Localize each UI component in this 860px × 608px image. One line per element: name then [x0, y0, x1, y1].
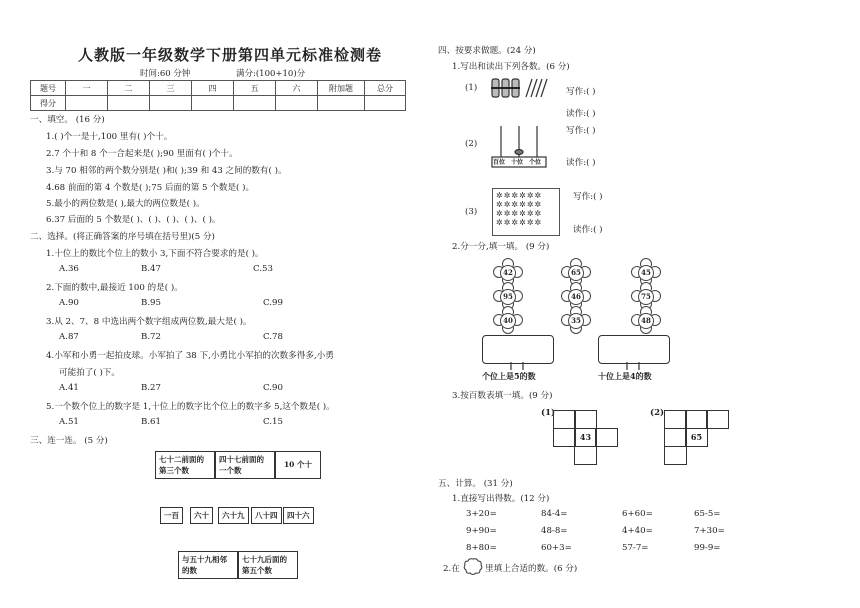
flower-value: 45: [638, 265, 654, 281]
abacus-tens-label: 十位: [511, 159, 524, 166]
score-cell: 题号: [31, 81, 66, 96]
match-card-top[interactable]: 四十七前面的一个数: [215, 451, 275, 479]
chart-cell-blank[interactable]: [706, 410, 729, 429]
flower-number: [564, 309, 586, 331]
sort-label-ones-5: 个位上是5的数: [482, 371, 536, 381]
chart-cell-blank[interactable]: [574, 446, 597, 465]
read-blank[interactable]: 读作:( ): [566, 158, 596, 168]
flower-number: [496, 285, 518, 307]
match-card-middle[interactable]: 六十: [190, 507, 213, 524]
star-grid-icon: ✲✲✲✲✲✲ ✲✲✲✲✲✲ ✲✲✲✲✲✲ ✲✲✲✲✲✲: [492, 188, 560, 236]
score-table-score-row: [31, 96, 406, 111]
choice-option: A.36: [59, 264, 79, 274]
choice-option: A.41: [59, 383, 79, 393]
flower-number: [634, 261, 656, 283]
abacus-ones-label: 个位: [529, 159, 542, 166]
choice-question-cont: 可能拍了( )下。: [59, 368, 120, 378]
score-cell: 二: [108, 81, 150, 96]
flower-value: 95: [500, 289, 516, 305]
choice-question: 3.从 2、7、8 中选出两个数字组成两位数,最大是( )。: [46, 317, 252, 327]
chart-cell-value: 65: [685, 428, 708, 447]
box-stand-icon: [506, 362, 528, 370]
item-number: (1): [541, 408, 556, 418]
flower-value: 35: [568, 313, 584, 329]
section-3-heading: 三、连一连。 (5 分): [30, 436, 108, 446]
choice-question: 2.下面的数中,最接近 100 的是( )。: [46, 283, 183, 293]
choice-question: 5.一个数个位上的数字是 1,十位上的数字比个位上的数字多 5,这个数是( )。: [46, 402, 335, 412]
score-cell: 五: [234, 81, 276, 96]
score-input-cell[interactable]: [276, 96, 318, 111]
flower-value: 42: [500, 265, 516, 281]
part-5-2-heading-start: 2.在: [443, 564, 460, 574]
score-input-cell[interactable]: [365, 96, 406, 111]
choice-option: C.15: [263, 417, 283, 427]
score-cell: 总分: [365, 81, 406, 96]
calc-item[interactable]: 57-7=: [622, 543, 649, 553]
page-title: 人教版一年级数学下册第四单元标准检测卷: [78, 46, 383, 64]
exam-total-score: 满分:(100+10)分: [236, 69, 306, 79]
match-card-middle[interactable]: 六十九: [218, 507, 249, 524]
sort-answer-box-ones-5[interactable]: [482, 335, 554, 364]
section-4-heading: 四、按要求做题。(24 分): [438, 46, 536, 56]
part-5-1-heading: 1.直接写出得数。(12 分): [452, 494, 550, 504]
chart-cell-blank[interactable]: [553, 428, 576, 447]
match-card-top[interactable]: 10 个十: [275, 451, 321, 479]
calc-item[interactable]: 9+90=: [466, 526, 497, 536]
score-cell: 得分: [31, 96, 66, 111]
flower-value: 40: [500, 313, 516, 329]
score-table: [30, 80, 406, 111]
read-blank[interactable]: 读作:( ): [566, 109, 596, 119]
fill-item: 5.最小的两位数是( ),最大的两位数是( )。: [46, 199, 205, 209]
score-input-cell[interactable]: [234, 96, 276, 111]
fill-item: 2.7 个十和 8 个一合起来是( );90 里面有( )个十。: [46, 149, 238, 159]
section-2-heading: 二、选择。(将正确答案的序号填在括号里)(5 分): [30, 232, 215, 242]
choice-option: B.47: [141, 264, 161, 274]
match-card-middle[interactable]: 一百: [160, 507, 183, 524]
calc-item[interactable]: 60+3=: [541, 543, 572, 553]
item-number: (1): [465, 83, 478, 93]
chart-cell-blank[interactable]: [685, 410, 708, 429]
choice-option: C.90: [263, 383, 283, 393]
score-cell: 附加题: [318, 81, 365, 96]
flower-value: 48: [638, 313, 654, 329]
choice-option: B.61: [141, 417, 161, 427]
section-5-heading: 五、计算。 (31 分): [438, 479, 513, 489]
choice-option: B.72: [141, 332, 161, 342]
score-cell: 一: [66, 81, 108, 96]
flower-value: 46: [568, 289, 584, 305]
score-cell: 四: [192, 81, 234, 96]
chart-cell-blank[interactable]: [595, 428, 618, 447]
part-4-1-heading: 1.写出和读出下列各数。(6 分): [452, 62, 570, 72]
choice-option: C.99: [263, 298, 283, 308]
fill-item: 1.( )个一是十,100 里有( )个十。: [46, 132, 173, 142]
fill-item: 4.68 前面的第 4 个数是( );75 后面的第 5 个数是( )。: [46, 183, 255, 193]
item-number: (2): [465, 139, 478, 149]
choice-option: A.51: [59, 417, 79, 427]
flower-number: [634, 309, 656, 331]
exam-time: 时间:60 分钟: [140, 69, 191, 79]
flower-value: 65: [568, 265, 584, 281]
abacus-hundreds-label: 百位: [493, 159, 506, 166]
flower-number: [634, 285, 656, 307]
calc-item[interactable]: 8+80=: [466, 543, 497, 553]
choice-question: 1.十位上的数比个位上的数小 3,下面不符合要求的是( )。: [46, 249, 264, 259]
flower-value: 75: [638, 289, 654, 305]
score-input-cell[interactable]: [108, 96, 150, 111]
chart-cell-blank[interactable]: [553, 410, 576, 429]
choice-option: A.90: [59, 298, 79, 308]
chart-cell-blank[interactable]: [664, 428, 687, 447]
score-input-cell[interactable]: [150, 96, 192, 111]
item-number: (2): [650, 408, 665, 418]
choice-question: 4.小军和小勇一起拍皮球。小军拍了 38 下,小勇比小军拍的次数多得多,小勇: [46, 351, 334, 361]
score-cell: 六: [276, 81, 318, 96]
stick-bundles-icon: [490, 76, 552, 100]
choice-option: C.78: [263, 332, 283, 342]
section-1-heading: 一、填空。 (16 分): [30, 115, 105, 125]
chart-cell-value: 43: [574, 428, 597, 447]
flower-number: [496, 261, 518, 283]
part-4-2-heading: 2.分一分,填一填。 (9 分): [452, 242, 550, 252]
match-card-bottom[interactable]: 七十九后面的第五个数: [238, 551, 298, 579]
choice-option: A.87: [59, 332, 79, 342]
sort-answer-box-tens-4[interactable]: [598, 335, 670, 364]
choice-option: C.53: [253, 264, 273, 274]
calc-item[interactable]: 65-5=: [694, 509, 721, 519]
flower-number: [496, 309, 518, 331]
sort-label-tens-4: 十位上是4的数: [598, 371, 652, 381]
box-stand-icon: [622, 362, 644, 370]
calc-item[interactable]: 7+30=: [694, 526, 725, 536]
chart-cell-blank[interactable]: [664, 410, 687, 429]
write-blank[interactable]: 写作:( ): [566, 126, 596, 136]
write-blank[interactable]: 写作:( ): [566, 87, 596, 97]
write-blank[interactable]: 写作:( ): [573, 192, 603, 202]
chart-cell-blank[interactable]: [664, 446, 687, 465]
score-input-cell[interactable]: [318, 96, 365, 111]
score-input-cell[interactable]: [192, 96, 234, 111]
flower-blank-icon: [463, 557, 483, 575]
choice-option: B.95: [141, 298, 161, 308]
calc-item[interactable]: 4+40=: [622, 526, 653, 536]
fill-item: 6.37 后面的 5 个数是( )、( )、( )、( )、( )。: [46, 215, 221, 225]
part-4-3-heading: 3.按百数表填一填。(9 分): [452, 391, 553, 401]
score-table-header-row: [31, 81, 406, 96]
flower-number: [564, 285, 586, 307]
score-cell: 三: [150, 81, 192, 96]
score-input-cell[interactable]: [66, 96, 108, 111]
calc-item[interactable]: 99-9=: [694, 543, 721, 553]
match-card-bottom[interactable]: 与五十九相邻的数: [178, 551, 238, 579]
match-card-middle[interactable]: 八十四: [251, 507, 282, 524]
chart-cell-blank[interactable]: [574, 410, 597, 429]
item-number: (3): [465, 207, 478, 217]
match-card-top[interactable]: 七十二前面的第三个数: [155, 451, 215, 479]
calc-item[interactable]: 3+20=: [466, 509, 497, 519]
fill-item: 3.与 70 相邻的两个数分别是( )和( );39 和 43 之间的数有( )。: [46, 166, 287, 176]
choice-option: B.27: [141, 383, 161, 393]
calc-item[interactable]: 48-8=: [541, 526, 568, 536]
calc-item[interactable]: 84-4=: [541, 509, 568, 519]
calc-item[interactable]: 6+60=: [622, 509, 653, 519]
match-card-middle[interactable]: 四十六: [283, 507, 314, 524]
part-5-2-heading-end: 里填上合适的数。(6 分): [485, 564, 578, 574]
flower-number: [564, 261, 586, 283]
read-blank[interactable]: 读作:( ): [573, 225, 603, 235]
